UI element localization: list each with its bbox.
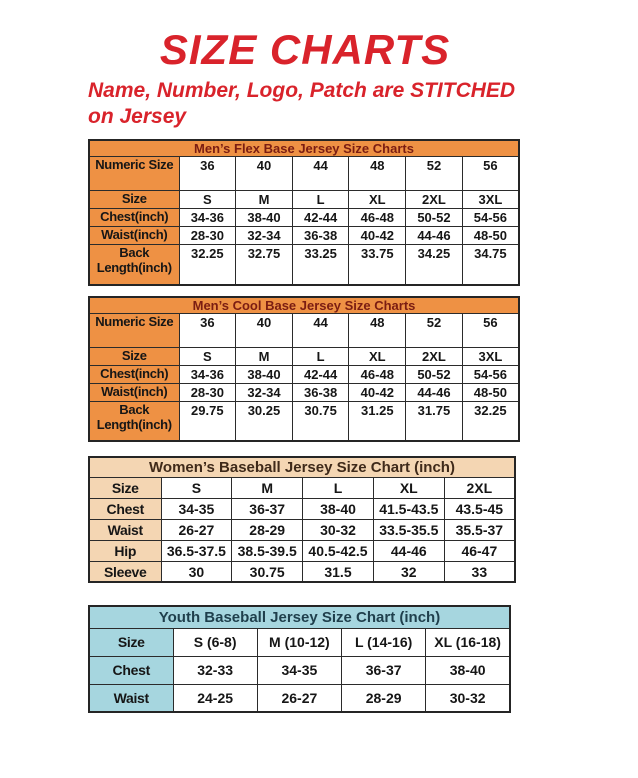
row-label: Waist <box>89 684 173 712</box>
size-cell: 31.25 <box>349 401 406 441</box>
table-row <box>89 540 515 561</box>
table-row <box>89 401 519 441</box>
table-row <box>89 656 510 684</box>
size-cell: L <box>292 347 349 365</box>
size-cell: 48 <box>349 157 406 191</box>
table-row <box>89 383 519 401</box>
size-cell: 34-36 <box>179 365 236 383</box>
size-table-youth <box>88 605 511 713</box>
page-subtitle <box>88 78 522 129</box>
size-cell: 50-52 <box>406 365 463 383</box>
size-cell: S <box>179 191 236 209</box>
size-cell: M <box>236 191 293 209</box>
size-cell: 36-38 <box>292 383 349 401</box>
size-cell: 2XL <box>406 191 463 209</box>
row-label: Size <box>89 191 179 209</box>
size-cell: 32 <box>373 561 444 582</box>
size-cell: L (14-16) <box>342 628 426 656</box>
size-cell: 34-36 <box>179 209 236 227</box>
size-cell: 56 <box>462 157 519 191</box>
size-table-mens-flex <box>88 139 520 286</box>
size-cell: 46-47 <box>444 540 515 561</box>
table-row <box>89 347 519 365</box>
size-cell: 36-38 <box>292 227 349 245</box>
size-cell: 38-40 <box>426 656 510 684</box>
size-cell: 30.25 <box>236 401 293 441</box>
size-table-mens-cool <box>88 296 520 443</box>
size-cell: S (6-8) <box>173 628 257 656</box>
size-cell: 33 <box>444 561 515 582</box>
size-cell: 40.5-42.5 <box>303 540 374 561</box>
row-label: Numeric Size <box>89 157 179 191</box>
row-label: Back Length(inch) <box>89 245 179 285</box>
size-cell: 32.25 <box>462 401 519 441</box>
size-cell: 34.25 <box>406 245 463 285</box>
size-cell: 33.5-35.5 <box>373 519 444 540</box>
size-cell: 24-25 <box>173 684 257 712</box>
size-cell: 43.5-45 <box>444 498 515 519</box>
row-label: Numeric Size <box>89 313 179 347</box>
size-cell: 2XL <box>406 347 463 365</box>
table-row <box>89 191 519 209</box>
size-cell: 38-40 <box>303 498 374 519</box>
size-cell: 54-56 <box>462 209 519 227</box>
size-cell: 3XL <box>462 191 519 209</box>
size-cell: 32.25 <box>179 245 236 285</box>
size-cell: XL <box>373 477 444 498</box>
size-cell: 40-42 <box>349 227 406 245</box>
size-cell: 44-46 <box>406 383 463 401</box>
size-cell: S <box>161 477 232 498</box>
table-row <box>89 477 515 498</box>
size-cell: L <box>303 477 374 498</box>
row-label: Chest(inch) <box>89 209 179 227</box>
table-title: Men’s Cool Base Jersey Size Charts <box>89 297 519 314</box>
page-title: SIZE CHARTS <box>159 26 451 73</box>
size-cell: 36 <box>179 157 236 191</box>
size-cell: 3XL <box>462 347 519 365</box>
size-cell: 36-37 <box>342 656 426 684</box>
size-cell: 48-50 <box>462 383 519 401</box>
size-cell: 29.75 <box>179 401 236 441</box>
size-cell: 32-34 <box>236 383 293 401</box>
size-cell: 34-35 <box>257 656 341 684</box>
size-cell: 34-35 <box>161 498 232 519</box>
size-cell: 46-48 <box>349 209 406 227</box>
row-label: Sleeve <box>89 561 161 582</box>
size-cell: L <box>292 191 349 209</box>
table-row <box>89 209 519 227</box>
row-label: Chest <box>89 656 173 684</box>
row-label: Size <box>89 628 173 656</box>
size-cell: 46-48 <box>349 365 406 383</box>
table-row <box>89 519 515 540</box>
size-cell: 44-46 <box>406 227 463 245</box>
size-cell: 44 <box>292 313 349 347</box>
size-cell: 28-30 <box>179 383 236 401</box>
row-label: Chest(inch) <box>89 365 179 383</box>
size-cell: 40 <box>236 313 293 347</box>
size-cell: 36.5-37.5 <box>161 540 232 561</box>
size-cell: XL <box>349 347 406 365</box>
size-cell: 30.75 <box>292 401 349 441</box>
size-cell: 41.5-43.5 <box>373 498 444 519</box>
size-cell: 31.5 <box>303 561 374 582</box>
size-cell: 40 <box>236 157 293 191</box>
size-tables-container <box>88 139 522 713</box>
size-cell: 48-50 <box>462 227 519 245</box>
size-cell: 52 <box>406 157 463 191</box>
row-label: Size <box>89 477 161 498</box>
size-cell: 31.75 <box>406 401 463 441</box>
size-cell: 26-27 <box>257 684 341 712</box>
page-subtitle-line2: on Jersey <box>88 104 187 128</box>
size-cell: 33.25 <box>292 245 349 285</box>
size-cell: 42-44 <box>292 365 349 383</box>
size-cell: 28-30 <box>179 227 236 245</box>
size-cell: 50-52 <box>406 209 463 227</box>
size-cell: 35.5-37 <box>444 519 515 540</box>
size-cell: 48 <box>349 313 406 347</box>
size-cell: 30.75 <box>232 561 303 582</box>
row-label: Hip <box>89 540 161 561</box>
size-cell: XL <box>349 191 406 209</box>
size-cell: 34.75 <box>462 245 519 285</box>
table-row <box>89 684 510 712</box>
size-cell: 42-44 <box>292 209 349 227</box>
size-cell: 36 <box>179 313 236 347</box>
table-row <box>89 365 519 383</box>
size-cell: 32-34 <box>236 227 293 245</box>
size-cell: 28-29 <box>232 519 303 540</box>
size-cell: M <box>236 347 293 365</box>
size-cell: 30-32 <box>303 519 374 540</box>
row-label: Waist(inch) <box>89 227 179 245</box>
row-label: Waist <box>89 519 161 540</box>
size-cell: 38.5-39.5 <box>232 540 303 561</box>
size-cell: 44-46 <box>373 540 444 561</box>
page-content <box>88 28 522 713</box>
size-cell: S <box>179 347 236 365</box>
size-cell: 36-37 <box>232 498 303 519</box>
size-cell: 30 <box>161 561 232 582</box>
table-row <box>89 227 519 245</box>
size-cell: M (10-12) <box>257 628 341 656</box>
row-label: Size <box>89 347 179 365</box>
size-cell: XL (16-18) <box>426 628 510 656</box>
table-row <box>89 313 519 347</box>
table-row <box>89 561 515 582</box>
size-cell: 32.75 <box>236 245 293 285</box>
table-title: Men’s Flex Base Jersey Size Charts <box>89 140 519 157</box>
row-label: Back Length(inch) <box>89 401 179 441</box>
size-cell: 56 <box>462 313 519 347</box>
size-table-womens <box>88 456 516 583</box>
row-label: Chest <box>89 498 161 519</box>
table-title: Youth Baseball Jersey Size Chart (inch) <box>89 606 510 628</box>
size-cell: 40-42 <box>349 383 406 401</box>
table-row <box>89 245 519 285</box>
size-cell: 2XL <box>444 477 515 498</box>
size-cell: M <box>232 477 303 498</box>
table-row <box>89 498 515 519</box>
row-label: Waist(inch) <box>89 383 179 401</box>
size-cell: 28-29 <box>342 684 426 712</box>
page-subtitle-line1: Name, Number, Logo, Patch are STITCHED <box>88 79 516 103</box>
table-row <box>89 628 510 656</box>
size-cell: 38-40 <box>236 209 293 227</box>
table-row <box>89 157 519 191</box>
size-cell: 33.75 <box>349 245 406 285</box>
size-cell: 44 <box>292 157 349 191</box>
size-cell: 30-32 <box>426 684 510 712</box>
size-cell: 52 <box>406 313 463 347</box>
size-cell: 54-56 <box>462 365 519 383</box>
table-title: Women’s Baseball Jersey Size Chart (inch) <box>89 457 515 477</box>
size-cell: 26-27 <box>161 519 232 540</box>
size-cell: 32-33 <box>173 656 257 684</box>
size-cell: 38-40 <box>236 365 293 383</box>
